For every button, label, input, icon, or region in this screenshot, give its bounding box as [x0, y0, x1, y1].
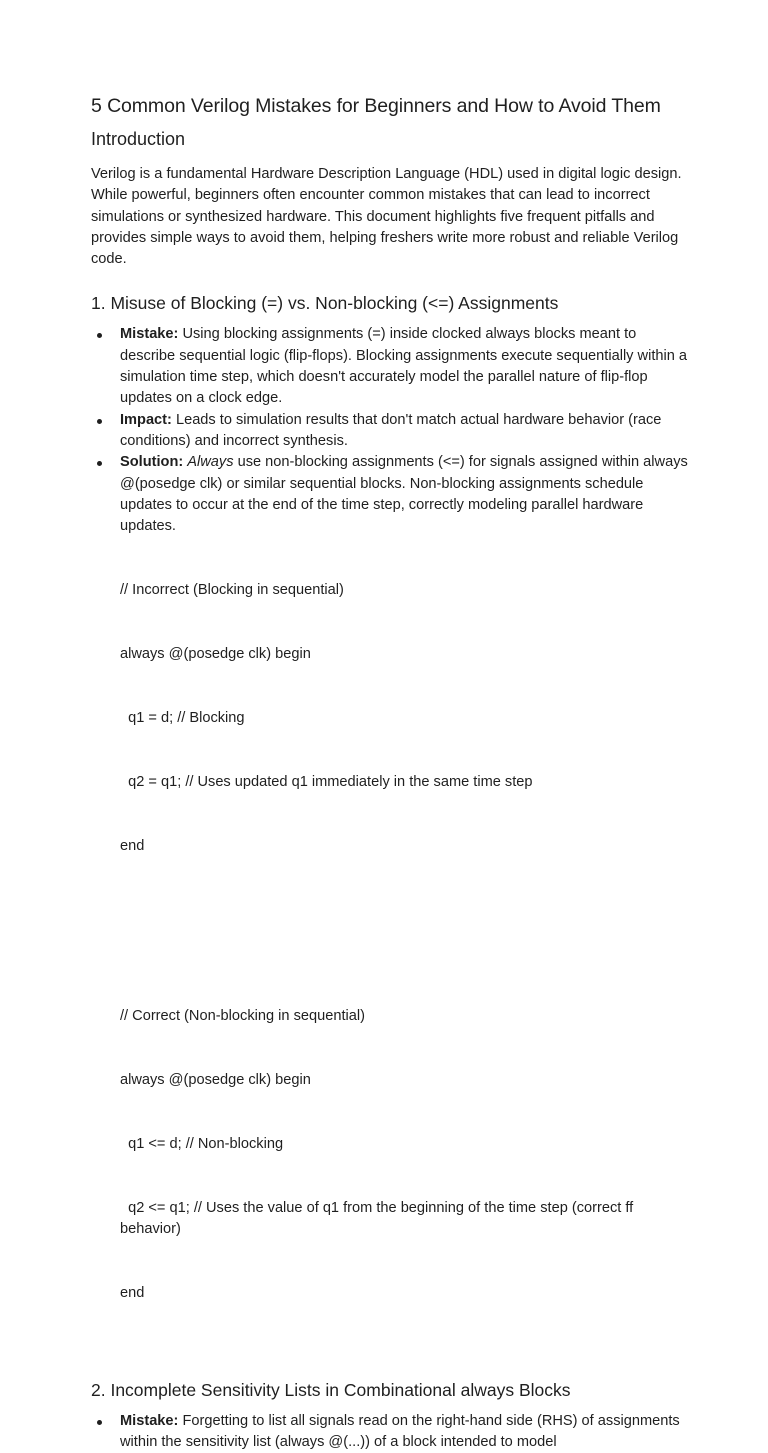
intro-paragraph: Verilog is a fundamental Hardware Description Language (HDL) used in digital logic design. While powerful, beginners often encounter common mistakes that can lead to incorrect simulations or synthesized hardware. This document highlights five frequent pitfalls and provides simple ways to avoid them, helping freshers write more robust and reliable Verilog code. [91, 166, 682, 268]
bullet-text: Leads to simulation results that don't match actual hardware behavior (race conditions) and incorrect synthesis. [120, 411, 662, 449]
list-item [91, 410, 688, 453]
code-line: // Incorrect (Blocking in sequential) [120, 582, 344, 599]
list-item [91, 1411, 688, 1453]
section-2-heading: 2. Incomplete Sensitivity Lists in Combinational always Blocks [91, 1379, 571, 1400]
code-line: q2 = q1; // Uses updated q1 immediately in the same time step [120, 773, 533, 790]
bullet-text: Using blocking assignments (=) inside clocked always blocks meant to describe sequential logic (flip-flops). Blocking assignments execute sequentially within a simulation time step, which doesn't accurately model the parallel nature of flip-flop updates on a clock edge. [120, 326, 688, 407]
bullet-dot-icon [97, 333, 102, 338]
bullet-emphasis: Always [187, 454, 234, 471]
list-item [91, 324, 688, 409]
code-line: q1 = d; // Blocking [120, 709, 245, 726]
bullet-text: Forgetting to list all signals read on the right-hand side (RHS) of assignments within the sensitivity list (always @(...)) of a block intended to model [120, 1412, 680, 1451]
bullet-dot-icon [97, 419, 102, 424]
bullet-lead: Impact: [120, 411, 172, 428]
section-1-heading: 1. Misuse of Blocking (=) vs. Non-blocking (<=) Assignments [91, 293, 559, 314]
code-block-incorrect [120, 537, 688, 963]
bullet-lead: Solution: [120, 454, 184, 471]
bullet-lead: Mistake: [120, 326, 179, 343]
code-spacer [120, 900, 688, 921]
code-line: q2 <= q1; // Uses the value of q1 from the beginning of the time step (correct ff behavior) [120, 1199, 638, 1237]
bullet-text: use non-blocking assignments (<=) for signals assigned within always @(posedge clk) or similar sequential blocks. Non-blocking assignments schedule updates to occur at the end of the time step, correctly modeling parallel hardware updates. [120, 454, 688, 535]
bullet-dot-icon [97, 1420, 102, 1425]
code-line: end [120, 1284, 145, 1301]
intro-heading: Introduction [91, 129, 186, 149]
code-line: q1 <= d; // Non-blocking [120, 1135, 284, 1152]
code-line: always @(posedge clk) begin [120, 645, 311, 662]
list-item [91, 452, 688, 1346]
code-block-correct [120, 963, 688, 1346]
code-line: // Correct (Non-blocking in sequential) [120, 1007, 365, 1024]
document-title: 5 Common Verilog Mistakes for Beginners and How to Avoid Them [91, 95, 661, 117]
bullet-dot-icon [97, 461, 102, 466]
bullet-lead: Mistake: [120, 1412, 179, 1429]
code-line: always @(posedge clk) begin [120, 1071, 311, 1088]
section-1-list [91, 324, 688, 1346]
section-2-list [91, 1411, 688, 1453]
code-line: end [120, 837, 145, 854]
